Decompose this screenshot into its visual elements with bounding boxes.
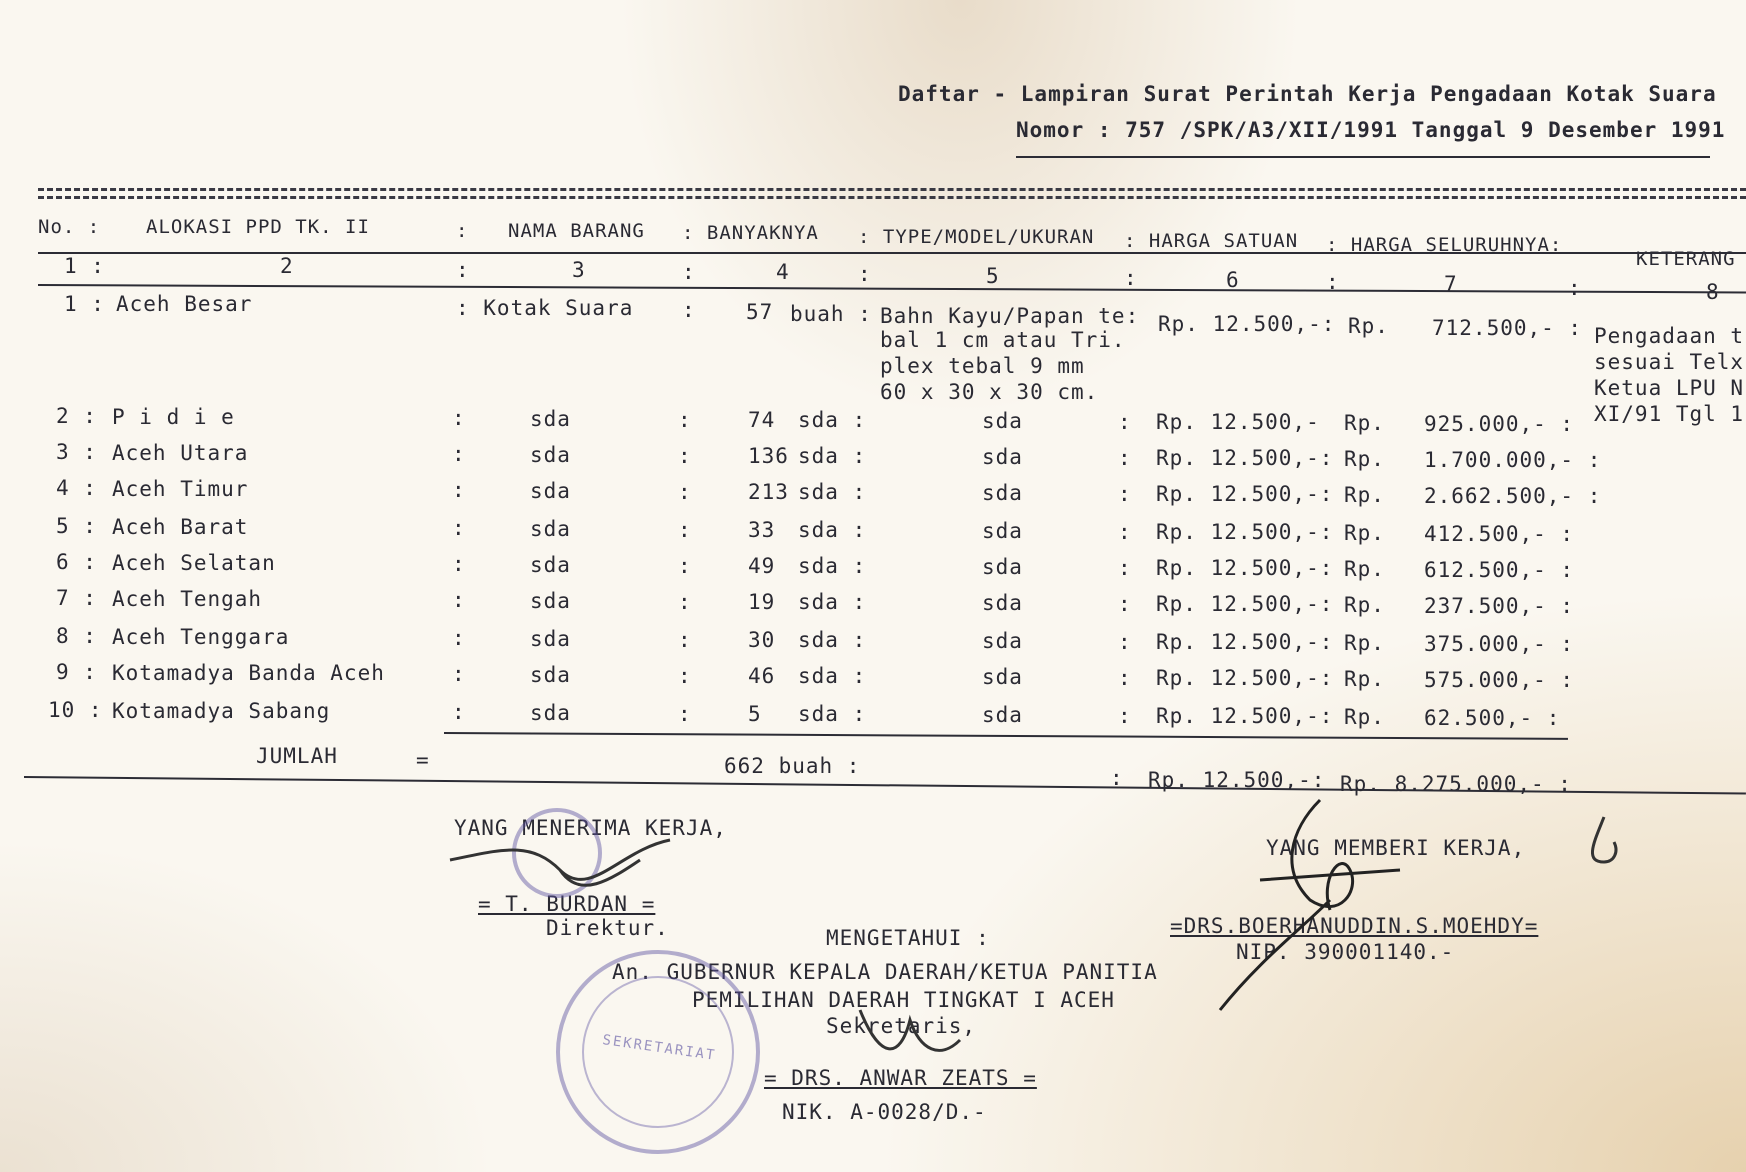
row-arang: sda xyxy=(530,443,571,467)
row-arang: sda xyxy=(530,701,571,725)
receiver-position: Direktur. xyxy=(546,916,669,940)
row-total: 925.000,- : xyxy=(1424,412,1575,436)
header-alokasi: ALOKASI PPD TK. II xyxy=(146,216,370,238)
row-sep1: : xyxy=(452,552,466,576)
row-barang: : Kotak Suara xyxy=(456,296,634,320)
row-alokasi: Aceh Timur xyxy=(112,477,249,501)
row-no: 9 : xyxy=(56,660,97,684)
row-sep1: : xyxy=(452,588,466,612)
row-rp: Rp. xyxy=(1348,314,1389,338)
title-underline xyxy=(1016,156,1710,158)
row-qty: 57 xyxy=(746,300,774,324)
row-unit: sda : xyxy=(798,590,867,614)
document-title: Daftar - Lampiran Surat Perintah Kerja Pengadaan Kotak Suara xyxy=(898,82,1717,106)
row-satuan: Rp. 12.500,-: xyxy=(1156,704,1334,728)
ket-extra-1: sesuai Telx xyxy=(1594,350,1745,374)
row-arang: sda xyxy=(530,407,571,431)
row-total: 575.000,- : xyxy=(1424,668,1575,692)
row-rp: Rp. xyxy=(1344,447,1385,471)
row-satuan: Rp. 12.500,-: xyxy=(1156,592,1334,616)
row-alokasi: Aceh Besar xyxy=(116,292,253,316)
jumlah-sep: : xyxy=(1110,766,1124,790)
row-no: 10 : xyxy=(48,698,103,722)
colnum-1: 1 : xyxy=(64,254,105,278)
row-sepx: : xyxy=(1118,592,1132,616)
row-qty: 46 xyxy=(748,664,776,688)
row-rp: Rp. xyxy=(1344,483,1385,507)
row-alokasi: Aceh Tenggara xyxy=(112,625,290,649)
row-sepx: : xyxy=(1118,446,1132,470)
row-type: Bahn Kayu/Papan te: xyxy=(880,304,1140,328)
colnum-6: 6 xyxy=(1226,268,1240,292)
row-satuan: Rp. 12.500,-: xyxy=(1156,520,1334,544)
row-sep1: : xyxy=(452,516,466,540)
row-type: sda xyxy=(982,445,1023,469)
row-sepx: : xyxy=(1118,410,1132,434)
row-type: sda xyxy=(982,409,1023,433)
row-unit: sda : xyxy=(798,444,867,468)
giver-signature-icon xyxy=(1200,790,1440,1020)
row-total: 412.500,- : xyxy=(1424,522,1575,546)
row-rp: Rp. xyxy=(1344,667,1385,691)
witness-title: MENGETAHUI : xyxy=(826,926,990,950)
jumlah-total: Rp. 8.275.000,- : xyxy=(1340,772,1572,796)
ket-extra-3: XI/91 Tgl 1 xyxy=(1594,402,1745,426)
row-type: sda xyxy=(982,555,1023,579)
row-sep: : xyxy=(678,408,692,432)
row-sep1: : xyxy=(452,662,466,686)
row-type: sda xyxy=(982,629,1023,653)
row-arang: sda xyxy=(530,627,571,651)
row-satuan: Rp. 12.500,-: xyxy=(1156,630,1334,654)
row-type: sda xyxy=(982,591,1023,615)
giver-title: YANG MEMBERI KERJA, xyxy=(1266,836,1526,860)
row-satuan: Rp. 12.500,-: xyxy=(1156,666,1334,690)
row-rp: Rp. xyxy=(1344,593,1385,617)
row-satuan: Rp. 12.500,- xyxy=(1156,410,1320,434)
document-number: Nomor : 757 /SPK/A3/XII/1991 Tanggal 9 Desember 1991 xyxy=(1016,118,1726,142)
header-harga-satuan: : HARGA SATUAN xyxy=(1124,230,1299,252)
row-arang: sda xyxy=(530,517,571,541)
colnum-7: 7 xyxy=(1444,272,1458,296)
row-type: sda xyxy=(982,519,1023,543)
colnum-2: 2 xyxy=(280,254,294,278)
colnum-sep: : xyxy=(1124,266,1138,290)
colnum-sep: : xyxy=(1326,270,1340,294)
witness-signature-icon xyxy=(850,1000,970,1070)
row-arang: sda xyxy=(530,663,571,687)
row-rp: Rp. xyxy=(1344,705,1385,729)
row-sep1: : xyxy=(452,442,466,466)
row-alokasi: Aceh Tengah xyxy=(112,587,263,611)
ket-extra-2: Ketua LPU N xyxy=(1594,376,1745,400)
row-no: 2 : xyxy=(56,404,97,428)
row-sep1: : xyxy=(452,700,466,724)
colnum-8: 8 xyxy=(1706,280,1720,304)
type-extra-1: bal 1 cm atau Tri. xyxy=(880,328,1126,352)
row-qty: 136 xyxy=(748,444,789,468)
row-alokasi: Aceh Selatan xyxy=(112,551,276,575)
row-sepx: : xyxy=(1118,556,1132,580)
row-no: 3 : xyxy=(56,440,97,464)
total-top-line xyxy=(444,732,1568,740)
paraf-icon xyxy=(1574,812,1624,872)
row-sepx: : xyxy=(1118,520,1132,544)
row-satuan: Rp. 12.500,-: xyxy=(1156,556,1334,580)
row-unit: sda : xyxy=(798,664,867,688)
row-satuan: Rp. 12.500,-: xyxy=(1156,482,1334,506)
witness-nik: NIK. A-0028/D.- xyxy=(782,1100,987,1124)
row-qty: 33 xyxy=(748,518,776,542)
row-total: 612.500,- : xyxy=(1424,558,1575,582)
row-sepx: : xyxy=(1118,666,1132,690)
row-unit: buah : xyxy=(790,302,872,326)
row-total: 1.700.000,- : xyxy=(1424,448,1602,472)
row-alokasi: Kotamadya Banda Aceh xyxy=(112,661,385,685)
row-sepx: : xyxy=(1118,630,1132,654)
row-sep: : xyxy=(678,444,692,468)
header-line-mid xyxy=(38,252,1746,254)
row-total: 375.000,- : xyxy=(1424,632,1575,656)
row-total: 712.500,- : xyxy=(1432,316,1583,340)
row-rp: Rp. xyxy=(1344,521,1385,545)
row-rp: Rp. xyxy=(1344,557,1385,581)
witness-line2: PEMILIHAN DAERAH TINGKAT I ACEH xyxy=(692,988,1115,1012)
header-sep: : xyxy=(456,220,469,242)
header-keterangan: KETERANG xyxy=(1636,248,1736,270)
header-banyaknya: : BANYAKNYA xyxy=(682,222,819,244)
row-unit: sda : xyxy=(798,702,867,726)
row-arang: sda xyxy=(530,479,571,503)
row-alokasi: Aceh Barat xyxy=(112,515,249,539)
jumlah-label: JUMLAH xyxy=(256,744,338,768)
row-alokasi: Aceh Utara xyxy=(112,441,249,465)
receiver-title: YANG MENERIMA KERJA, xyxy=(454,816,727,840)
row-total: 62.500,- : xyxy=(1424,706,1561,730)
row-total: 2.662.500,- : xyxy=(1424,484,1602,508)
row-no: 7 : xyxy=(56,586,97,610)
row-unit: sda : xyxy=(798,554,867,578)
row-sep: : xyxy=(678,518,692,542)
row-qty: 30 xyxy=(748,628,776,652)
row-sep: : xyxy=(682,298,696,322)
header-harga-seluruhnya: : HARGA SELURUHNYA: xyxy=(1326,234,1563,256)
row-sep: : xyxy=(678,628,692,652)
colnum-sep: : xyxy=(1568,276,1582,300)
giver-nip: NIP. 390001140.- xyxy=(1236,940,1455,964)
row-arang: sda xyxy=(530,553,571,577)
row-satuan: Rp. 12.500,-: xyxy=(1158,312,1336,336)
row-no: 8 : xyxy=(56,624,97,648)
jumlah-qty: 662 buah : xyxy=(724,754,861,778)
row-unit: sda : xyxy=(798,518,867,542)
row-sepx: : xyxy=(1118,704,1132,728)
row-rp: Rp. xyxy=(1344,411,1385,435)
row-alokasi: Kotamadya Sabang xyxy=(112,699,331,723)
header-type: : TYPE/MODEL/UKURAN xyxy=(858,226,1095,248)
header-separator-top-2 xyxy=(38,196,1746,199)
row-sep1: : xyxy=(452,626,466,650)
row-unit: sda : xyxy=(798,408,867,432)
row-qty: 74 xyxy=(748,408,776,432)
row-arang: sda xyxy=(530,589,571,613)
type-extra-3: 60 x 30 x 30 cm. xyxy=(880,380,1099,404)
row-qty: 49 xyxy=(748,554,776,578)
row-no: 1 : xyxy=(64,292,105,316)
row-sep: : xyxy=(678,664,692,688)
witness-name: = DRS. ANWAR ZEATS = xyxy=(764,1066,1037,1090)
row-unit: sda : xyxy=(798,628,867,652)
row-ket: Pengadaan t xyxy=(1594,324,1745,348)
row-rp: Rp. xyxy=(1344,631,1385,655)
row-no: 6 : xyxy=(56,550,97,574)
row-alokasi: P i d i e xyxy=(112,405,235,429)
row-type: sda xyxy=(982,703,1023,727)
row-sep: : xyxy=(678,480,692,504)
row-qty: 5 xyxy=(748,702,762,726)
witness-line1: An. GUBERNUR KEPALA DAERAH/KETUA PANITIA xyxy=(612,960,1158,984)
header-nama-barang: NAMA BARANG xyxy=(508,220,645,242)
giver-name: =DRS.BOERHANUDDIN.S.MOEHDY= xyxy=(1170,914,1539,938)
row-unit: sda : xyxy=(798,480,867,504)
header-no: No. : xyxy=(38,216,101,238)
colnum-3: 3 xyxy=(572,258,586,282)
row-qty: 213 xyxy=(748,480,789,504)
row-sep1: : xyxy=(452,406,466,430)
row-type: sda xyxy=(982,665,1023,689)
colnum-5: 5 xyxy=(986,264,1000,288)
row-total: 237.500,- : xyxy=(1424,594,1575,618)
row-sepx: : xyxy=(1118,482,1132,506)
row-type: sda xyxy=(982,481,1023,505)
row-no: 4 : xyxy=(56,476,97,500)
row-no: 5 : xyxy=(56,514,97,538)
jumlah-eq: = xyxy=(416,748,430,772)
stamp-sekretariat xyxy=(556,950,760,1154)
jumlah-satuan: Rp. 12.500,-: xyxy=(1148,768,1326,792)
colnum-sep: : xyxy=(858,262,872,286)
row-sep: : xyxy=(678,590,692,614)
colnum-sep: : xyxy=(682,260,696,284)
stamp-label: SEKRETARIAT xyxy=(601,1032,718,1064)
type-extra-2: plex tebal 9 mm xyxy=(880,354,1085,378)
row-sep: : xyxy=(678,702,692,726)
header-line-bottom xyxy=(38,284,1746,293)
colnum-sep: : xyxy=(456,258,470,282)
header-separator-top xyxy=(38,188,1746,191)
row-satuan: Rp. 12.500,-: xyxy=(1156,446,1334,470)
row-sep1: : xyxy=(452,478,466,502)
receiver-name: = T. BURDAN = xyxy=(478,892,656,916)
colnum-4: 4 xyxy=(776,260,790,284)
witness-line3: Sekretaris, xyxy=(826,1014,977,1038)
row-sep: : xyxy=(678,554,692,578)
receiver-signature-icon xyxy=(440,820,700,910)
row-qty: 19 xyxy=(748,590,776,614)
